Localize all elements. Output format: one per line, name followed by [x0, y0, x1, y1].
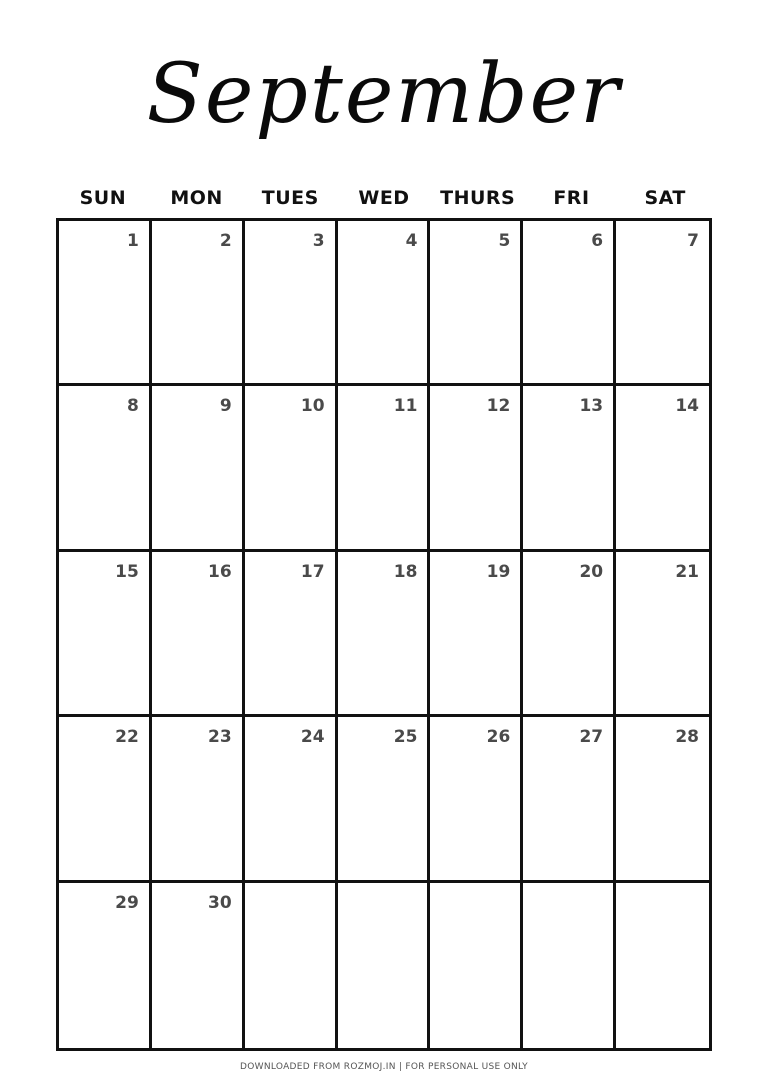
- weekday-wed: WED: [358, 187, 410, 209]
- day-number: 11: [393, 396, 418, 417]
- day-number: 5: [498, 231, 511, 251]
- day-number: 6: [591, 231, 604, 251]
- day-cell: [523, 717, 616, 882]
- day-cell: [616, 221, 709, 386]
- day-number: 17: [300, 561, 325, 582]
- day-cell: [152, 221, 245, 386]
- day-number: 3: [312, 231, 325, 251]
- day-cell: [245, 386, 338, 551]
- calendar-grid: [56, 218, 712, 1051]
- day-cell: [430, 221, 523, 386]
- weekday-tues: TUES: [261, 187, 319, 209]
- day-cell: [430, 717, 523, 882]
- weekday-sat: SAT: [644, 187, 686, 209]
- day-cell: [338, 717, 431, 882]
- day-number: 23: [208, 727, 232, 748]
- day-number: 19: [486, 561, 511, 582]
- day-number: 24: [300, 727, 325, 748]
- day-cell: [338, 386, 431, 551]
- day-number: 27: [579, 727, 604, 748]
- day-number: 12: [486, 396, 511, 417]
- empty-day-cell: [430, 883, 523, 1048]
- weekday-sun: SUN: [79, 187, 127, 209]
- day-number: 20: [579, 561, 604, 582]
- day-number: 26: [486, 727, 511, 748]
- day-cell: [523, 552, 616, 717]
- weekday-fri: FRI: [553, 187, 590, 209]
- weekday-header-row: [56, 184, 712, 212]
- day-cell: [616, 386, 709, 551]
- day-number: 8: [127, 396, 139, 417]
- day-cell: [245, 717, 338, 882]
- day-cell: [245, 221, 338, 386]
- day-cell: [430, 552, 523, 717]
- day-number: 14: [675, 396, 699, 417]
- day-cell: [338, 552, 431, 717]
- day-cell: [616, 717, 709, 882]
- day-number: 10: [300, 396, 325, 417]
- day-number: 2: [219, 231, 232, 251]
- day-number: 16: [208, 561, 232, 582]
- day-cell: [152, 386, 245, 551]
- day-number: 29: [115, 892, 139, 913]
- day-cell: [152, 717, 245, 882]
- day-number: 21: [675, 561, 699, 582]
- day-number: 7: [687, 231, 699, 251]
- day-number: 13: [579, 396, 604, 417]
- empty-day-cell: [338, 883, 431, 1048]
- day-cell: [59, 221, 152, 386]
- empty-day-cell: [616, 883, 709, 1048]
- day-number: 9: [219, 396, 232, 417]
- day-cell: [338, 221, 431, 386]
- day-cell: [523, 386, 616, 551]
- day-number: 30: [208, 892, 232, 913]
- day-number: 25: [393, 727, 418, 748]
- month-title: September: [146, 47, 622, 142]
- day-cell: [152, 552, 245, 717]
- day-cell: [59, 883, 152, 1048]
- footer-note: DOWNLOADED FROM ROZMOJ.IN | FOR PERSONAL USE ONLY: [240, 1062, 528, 1072]
- day-number: 28: [675, 727, 699, 748]
- empty-day-cell: [523, 883, 616, 1048]
- weekday-mon: MON: [170, 187, 223, 209]
- weekday-thurs: THURS: [440, 187, 516, 209]
- day-number: 1: [127, 231, 139, 251]
- day-number: 15: [115, 561, 139, 582]
- empty-day-cell: [245, 883, 338, 1048]
- day-cell: [430, 386, 523, 551]
- day-cell: [59, 552, 152, 717]
- day-number: 4: [405, 231, 418, 251]
- day-cell: [245, 552, 338, 717]
- day-cell: [59, 386, 152, 551]
- day-cell: [59, 717, 152, 882]
- day-cell: [616, 552, 709, 717]
- day-number: 18: [393, 561, 418, 582]
- day-cell: [523, 221, 616, 386]
- day-number: 22: [115, 727, 139, 748]
- day-cell: [152, 883, 245, 1048]
